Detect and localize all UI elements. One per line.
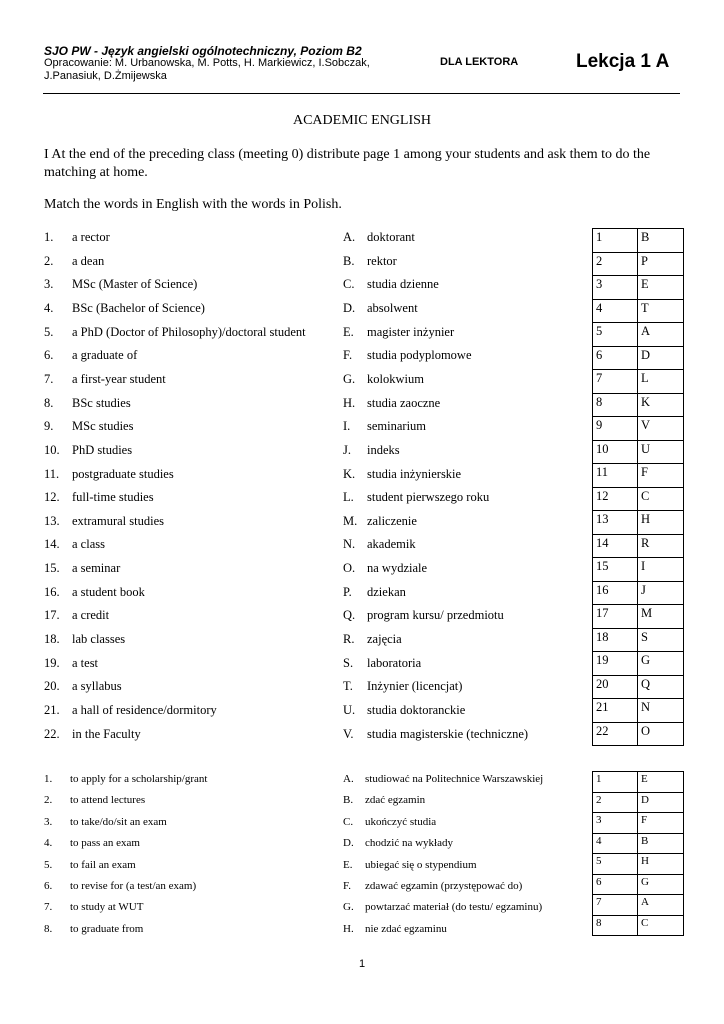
answer-number: 14 bbox=[593, 534, 638, 558]
polish-term: na wydziale bbox=[367, 561, 428, 576]
english-term: a graduate of bbox=[72, 348, 138, 363]
polish-term: studia zaoczne bbox=[367, 395, 441, 410]
answer-row bbox=[593, 229, 684, 253]
polish-term: kolokwium bbox=[367, 371, 424, 386]
answer-row bbox=[593, 534, 684, 558]
answer-number: 11 bbox=[593, 464, 638, 488]
answer-letter: N bbox=[638, 699, 684, 723]
option-letter: C. bbox=[343, 815, 354, 828]
answer-letter: D bbox=[638, 346, 684, 370]
polish-term: ukończyć studia bbox=[365, 815, 437, 828]
answer-number: 3 bbox=[593, 813, 638, 834]
option-letter: L. bbox=[343, 490, 354, 505]
answer-number: 5 bbox=[593, 323, 638, 347]
polish-term: rektor bbox=[367, 253, 397, 268]
option-letter: A. bbox=[343, 230, 356, 244]
answer-row bbox=[593, 487, 684, 511]
option-letter: G. bbox=[343, 901, 354, 914]
english-term: MSc (Master of Science) bbox=[72, 277, 198, 292]
polish-term: absolwent bbox=[367, 300, 418, 315]
answer-letter: D bbox=[638, 792, 684, 813]
answer-number: 19 bbox=[593, 652, 638, 676]
item-number: 2. bbox=[44, 794, 53, 807]
answer-number: 18 bbox=[593, 628, 638, 652]
item-number: 14. bbox=[44, 537, 60, 552]
option-letter: H. bbox=[343, 395, 356, 410]
polish-term: zdawać egzamin (przystępować do) bbox=[365, 880, 523, 892]
answer-number: 6 bbox=[593, 346, 638, 370]
option-letter: E. bbox=[343, 324, 354, 339]
answer-letter: M bbox=[638, 605, 684, 629]
polish-term: ubiegać się o stypendium bbox=[365, 858, 477, 871]
english-term: to fail an exam bbox=[70, 858, 136, 871]
english-term: to pass an exam bbox=[70, 837, 140, 850]
answer-row bbox=[593, 722, 684, 746]
english-term: to study at WUT bbox=[70, 901, 144, 914]
answer-letter: O bbox=[638, 722, 684, 746]
polish-term: indeks bbox=[367, 442, 400, 457]
answer-row bbox=[593, 895, 684, 916]
answer-number: 5 bbox=[593, 854, 638, 875]
option-letter: J. bbox=[343, 442, 351, 457]
answer-letter: G bbox=[638, 652, 684, 676]
polish-term: studia doktoranckie bbox=[367, 703, 466, 717]
answer-row bbox=[593, 393, 684, 417]
item-number: 4. bbox=[44, 837, 53, 850]
english-term: PhD studies bbox=[72, 442, 133, 457]
option-letter: D. bbox=[343, 300, 356, 315]
header-divider bbox=[43, 93, 680, 94]
option-letter: K. bbox=[343, 466, 356, 481]
english-term: a seminar bbox=[72, 561, 121, 576]
answer-row bbox=[593, 558, 684, 582]
item-number: 1. bbox=[44, 773, 53, 785]
item-number: 18. bbox=[44, 632, 60, 647]
answer-row bbox=[593, 299, 684, 323]
answer-number: 2 bbox=[593, 252, 638, 276]
polish-term: zdać egzamin bbox=[365, 794, 426, 807]
answer-row bbox=[593, 581, 684, 605]
answer-row bbox=[593, 813, 684, 834]
polish-term: program kursu/ przedmiotu bbox=[367, 608, 504, 623]
item-number: 5. bbox=[44, 324, 54, 339]
item-number: 13. bbox=[44, 513, 60, 528]
item-number: 8. bbox=[44, 395, 54, 410]
option-letter: R. bbox=[343, 632, 355, 647]
answer-letter: F bbox=[638, 813, 684, 834]
answer-letter: E bbox=[638, 276, 684, 300]
option-letter: C. bbox=[343, 277, 355, 292]
answer-letter: B bbox=[638, 833, 684, 854]
answer-letter: A bbox=[638, 323, 684, 347]
answer-number: 4 bbox=[593, 833, 638, 854]
answer-letter: F bbox=[638, 464, 684, 488]
option-letter: G. bbox=[343, 371, 356, 386]
item-number: 7. bbox=[44, 901, 53, 914]
english-term: lab classes bbox=[72, 632, 126, 647]
english-term: BSc studies bbox=[72, 395, 131, 410]
answer-letter: C bbox=[638, 915, 684, 936]
polish-term: studia magisterskie (techniczne) bbox=[367, 726, 529, 741]
answer-row bbox=[593, 417, 684, 441]
option-letter: A. bbox=[343, 773, 354, 785]
authors-line-1: Opracowanie: M. Urbanowska, M. Potts, H. Markiewicz, I.Sobczak, bbox=[44, 57, 370, 69]
item-number: 5. bbox=[44, 858, 53, 871]
answer-number: 8 bbox=[593, 915, 638, 936]
answer-letter: A bbox=[638, 895, 684, 916]
authors bbox=[44, 57, 370, 83]
answer-row bbox=[593, 464, 684, 488]
answer-row bbox=[593, 915, 684, 936]
polish-term: laboratoria bbox=[367, 655, 422, 670]
exercise-2-answer-key bbox=[592, 771, 684, 936]
answer-number: 1 bbox=[593, 772, 638, 793]
answer-row bbox=[593, 323, 684, 347]
item-number: 10. bbox=[44, 442, 60, 457]
answer-row bbox=[593, 699, 684, 723]
answer-row bbox=[593, 854, 684, 875]
option-letter: S. bbox=[343, 655, 354, 670]
item-number: 6. bbox=[44, 880, 53, 892]
option-letter: B. bbox=[343, 794, 354, 807]
polish-term: Inżynier (licencjat) bbox=[367, 679, 463, 694]
answer-letter: C bbox=[638, 487, 684, 511]
english-term: MSc studies bbox=[72, 419, 134, 434]
answer-number: 9 bbox=[593, 417, 638, 441]
english-term: a syllabus bbox=[72, 679, 122, 694]
english-term: a rector bbox=[72, 230, 110, 244]
answer-letter: G bbox=[638, 874, 684, 895]
answer-number: 13 bbox=[593, 511, 638, 535]
option-letter: V. bbox=[343, 726, 354, 741]
polish-term: magister inżynier bbox=[367, 324, 455, 339]
answer-letter: H bbox=[638, 854, 684, 875]
answer-number: 7 bbox=[593, 895, 638, 916]
answer-number: 22 bbox=[593, 722, 638, 746]
option-letter: Q. bbox=[343, 608, 356, 623]
option-letter: I. bbox=[343, 419, 351, 434]
english-term: a dean bbox=[72, 253, 105, 268]
answer-row bbox=[593, 675, 684, 699]
polish-term: dziekan bbox=[367, 584, 406, 599]
answer-letter: R bbox=[638, 534, 684, 558]
polish-term: student pierwszego roku bbox=[367, 490, 490, 505]
polish-term: powtarzać materiał (do testu/ egzaminu) bbox=[365, 901, 543, 914]
item-number: 17. bbox=[44, 608, 60, 623]
item-number: 4. bbox=[44, 300, 54, 315]
answer-letter: K bbox=[638, 393, 684, 417]
answer-row bbox=[593, 792, 684, 813]
english-term: to graduate from bbox=[70, 922, 144, 935]
polish-term: nie zdać egzaminu bbox=[365, 922, 447, 935]
answer-number: 7 bbox=[593, 370, 638, 394]
answer-number: 8 bbox=[593, 393, 638, 417]
answer-row bbox=[593, 772, 684, 793]
course-title: SJO PW - Język angielski ogólnotechniczny, Poziom B2 bbox=[44, 44, 362, 58]
answer-row bbox=[593, 605, 684, 629]
english-term: postgraduate studies bbox=[72, 466, 174, 481]
english-term: extramural studies bbox=[72, 513, 164, 528]
authors-line-2: J.Panasiuk, D.Żmijewska bbox=[44, 70, 167, 82]
answer-row bbox=[593, 833, 684, 854]
answer-letter: L bbox=[638, 370, 684, 394]
answer-letter: I bbox=[638, 558, 684, 582]
answer-number: 6 bbox=[593, 874, 638, 895]
answer-letter: J bbox=[638, 581, 684, 605]
english-term: full-time studies bbox=[72, 490, 154, 505]
item-number: 8. bbox=[44, 922, 53, 935]
exercise-1-answer-key bbox=[592, 228, 684, 746]
lesson-title: Lekcja 1 A bbox=[576, 51, 670, 72]
option-letter: F. bbox=[343, 348, 353, 363]
answer-letter: Q bbox=[638, 675, 684, 699]
option-letter: B. bbox=[343, 253, 355, 268]
option-letter: N. bbox=[343, 537, 356, 552]
polish-term: studia podyplomowe bbox=[367, 348, 472, 363]
item-number: 3. bbox=[44, 815, 53, 828]
option-letter: P. bbox=[343, 584, 352, 599]
instruction-paragraph: I At the end of the preceding class (meeting 0) distribute page 1 among your students and ask them to do the matching at home. bbox=[44, 147, 651, 180]
item-number: 15. bbox=[44, 561, 60, 576]
polish-term: zajęcia bbox=[367, 632, 402, 647]
task-instruction: Match the words in English with the words in Polish. bbox=[44, 197, 342, 212]
answer-letter: H bbox=[638, 511, 684, 535]
polish-term: studia inżynierskie bbox=[367, 466, 462, 481]
answer-row bbox=[593, 370, 684, 394]
answer-number: 10 bbox=[593, 440, 638, 464]
option-letter: T. bbox=[343, 679, 353, 694]
polish-term: zaliczenie bbox=[367, 513, 417, 528]
option-letter: U. bbox=[343, 703, 356, 717]
polish-term: doktorant bbox=[367, 230, 415, 244]
option-letter: H. bbox=[343, 922, 354, 935]
answer-number: 20 bbox=[593, 675, 638, 699]
english-term: to take/do/sit an exam bbox=[70, 815, 167, 828]
answer-number: 16 bbox=[593, 581, 638, 605]
answer-letter: B bbox=[638, 229, 684, 253]
polish-term: akademik bbox=[367, 537, 416, 552]
english-term: BSc (Bachelor of Science) bbox=[72, 300, 205, 315]
english-term: a first-year student bbox=[72, 371, 166, 386]
option-letter: M. bbox=[343, 513, 358, 528]
page-number: 1 bbox=[358, 958, 366, 970]
answer-letter: U bbox=[638, 440, 684, 464]
polish-term: studia dzienne bbox=[367, 277, 439, 292]
option-letter: F. bbox=[343, 880, 351, 892]
answer-row bbox=[593, 346, 684, 370]
option-letter: D. bbox=[343, 837, 354, 850]
answer-row bbox=[593, 874, 684, 895]
answer-letter: V bbox=[638, 417, 684, 441]
english-term: a credit bbox=[72, 608, 110, 623]
answer-row bbox=[593, 652, 684, 676]
english-term: a hall of residence/dormitory bbox=[72, 703, 217, 717]
item-number: 20. bbox=[44, 679, 60, 694]
polish-term: seminarium bbox=[367, 419, 427, 434]
answer-row bbox=[593, 511, 684, 535]
english-term: to revise for (a test/an exam) bbox=[70, 880, 197, 892]
answer-number: 17 bbox=[593, 605, 638, 629]
english-term: to attend lectures bbox=[70, 794, 146, 807]
answer-number: 12 bbox=[593, 487, 638, 511]
english-term: a class bbox=[72, 537, 105, 552]
english-term: to apply for a scholarship/grant bbox=[70, 773, 208, 785]
answer-letter: P bbox=[638, 252, 684, 276]
item-number: 6. bbox=[44, 348, 54, 363]
answer-row bbox=[593, 276, 684, 300]
answer-number: 1 bbox=[593, 229, 638, 253]
item-number: 21. bbox=[44, 703, 60, 717]
option-letter: E. bbox=[343, 858, 353, 871]
answer-number: 2 bbox=[593, 792, 638, 813]
item-number: 2. bbox=[44, 253, 54, 268]
answer-number: 15 bbox=[593, 558, 638, 582]
answer-letter: E bbox=[638, 772, 684, 793]
item-number: 11. bbox=[44, 466, 60, 481]
item-number: 22. bbox=[44, 726, 60, 741]
document-title: ACADEMIC ENGLISH bbox=[292, 113, 432, 128]
item-number: 19. bbox=[44, 655, 60, 670]
answer-letter: T bbox=[638, 299, 684, 323]
option-letter: O. bbox=[343, 561, 356, 576]
answer-number: 4 bbox=[593, 299, 638, 323]
item-number: 3. bbox=[44, 277, 54, 292]
audience-label: DLA LEKTORA bbox=[440, 56, 519, 68]
item-number: 9. bbox=[44, 419, 54, 434]
english-term: a PhD (Doctor of Philosophy)/doctoral student bbox=[72, 324, 306, 339]
polish-term: studiować na Politechnice Warszawskiej bbox=[365, 773, 544, 785]
english-term: a test bbox=[72, 655, 99, 670]
polish-term: chodzić na wykłady bbox=[365, 837, 453, 850]
answer-letter: S bbox=[638, 628, 684, 652]
answer-row bbox=[593, 252, 684, 276]
answer-number: 3 bbox=[593, 276, 638, 300]
answer-number: 21 bbox=[593, 699, 638, 723]
item-number: 12. bbox=[44, 490, 60, 505]
answer-row bbox=[593, 628, 684, 652]
english-term: in the Faculty bbox=[72, 726, 141, 741]
english-term: a student book bbox=[72, 584, 145, 599]
item-number: 1. bbox=[44, 230, 54, 244]
item-number: 16. bbox=[44, 584, 60, 599]
answer-row bbox=[593, 440, 684, 464]
item-number: 7. bbox=[44, 371, 54, 386]
